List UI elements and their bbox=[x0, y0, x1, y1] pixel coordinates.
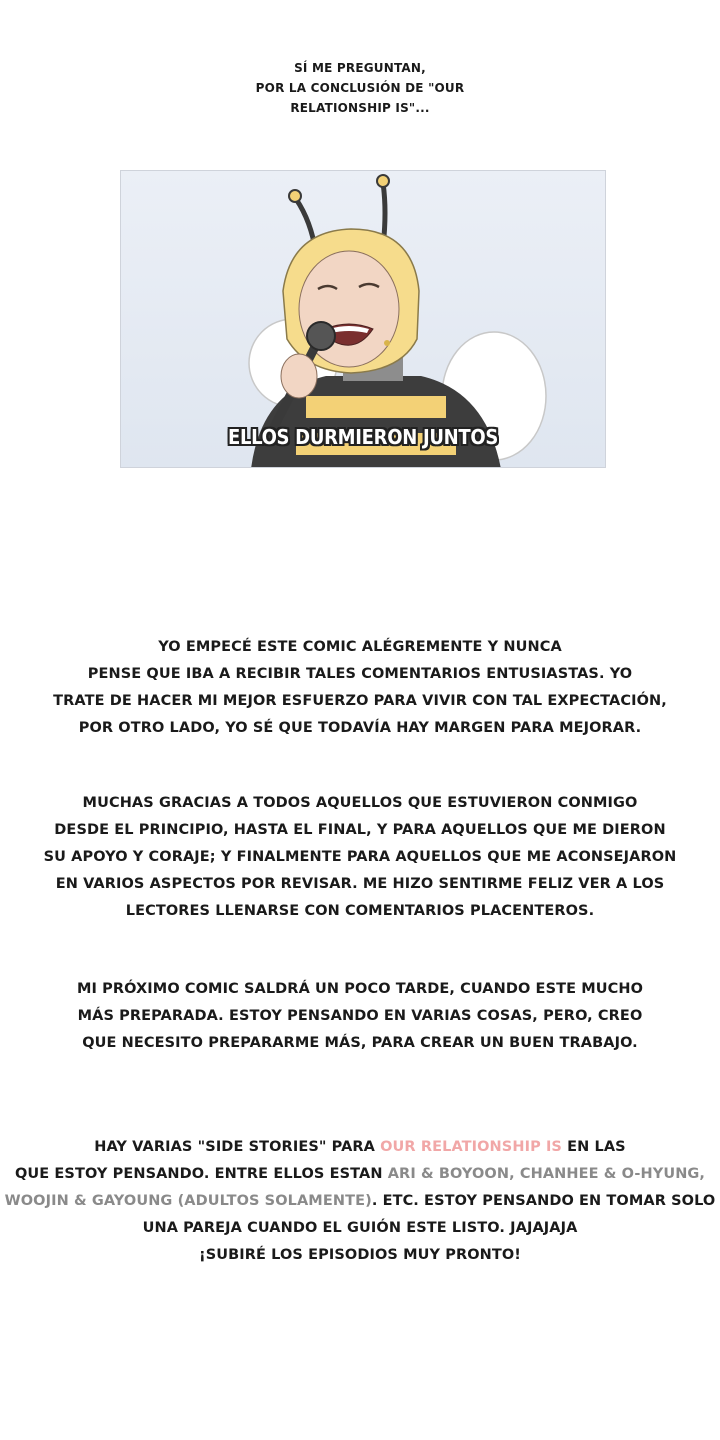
text-segment: . ETC. ESTOY PENSANDO EN TOMAR SOLO bbox=[371, 1193, 716, 1209]
body-stripe bbox=[306, 396, 446, 418]
series-title-highlight: OUR RELATIONSHIP IS bbox=[380, 1139, 562, 1155]
text-segment: QUE ESTOY PENSANDO. ENTRE ELLOS ESTAN bbox=[14, 1166, 388, 1182]
antenna-tip bbox=[377, 175, 389, 187]
paragraph-line bbox=[0, 1134, 720, 1161]
intro-line: POR LA CONCLUSIÓN DE "OUR bbox=[255, 81, 465, 95]
text-segment: HAY VARIAS "SIDE STORIES" PARA bbox=[94, 1139, 381, 1155]
hand bbox=[281, 354, 317, 398]
paragraph-line bbox=[0, 1188, 720, 1215]
antenna-tip bbox=[289, 190, 301, 202]
paragraph-side-stories bbox=[0, 1134, 720, 1269]
paragraph-line: UNA PAREJA CUANDO EL GUIÓN ESTE LISTO. JAJAJAJA bbox=[142, 1220, 578, 1236]
paragraph-line: MUCHAS GRACIAS A TODOS AQUELLOS QUE ESTUVIERON CONMIGO bbox=[82, 795, 638, 811]
paragraph-line: ¡SUBIRÉ LOS EPISODIOS MUY PRONTO! bbox=[198, 1247, 522, 1263]
paragraph-line: MÁS PREPARADA. ESTOY PENSANDO EN VARIAS COSAS, PERO, CREO bbox=[77, 1008, 643, 1024]
paragraph-line: DESDE EL PRINCIPIO, HASTA EL FINAL, Y PARA AQUELLOS QUE ME DIERON bbox=[54, 822, 666, 838]
couple-names-highlight: ARI & BOYOON, CHANHEE & O-HYUNG, bbox=[387, 1166, 706, 1182]
microphone-head bbox=[307, 322, 335, 350]
text-segment: EN LAS bbox=[561, 1139, 626, 1155]
panel-subtitle: ELLOS DURMIERON JUNTOS bbox=[227, 425, 499, 449]
paragraph-thanks bbox=[0, 790, 720, 925]
paragraph-line: EN VARIOS ASPECTOS POR REVISAR. ME HIZO SENTIRME FELIZ VER A LOS bbox=[55, 876, 665, 892]
intro-line: SÍ ME PREGUNTAN, bbox=[294, 61, 426, 75]
comic-panel bbox=[120, 170, 606, 468]
paragraph-line: QUE NECESITO PREPARARME MÁS, PARA CREAR UN BUEN TRABAJO. bbox=[82, 1035, 638, 1051]
paragraph-line: SU APOYO Y CORAJE; Y FINALMENTE PARA AQUELLOS QUE ME ACONSEJARON bbox=[43, 849, 677, 865]
paragraph-line bbox=[0, 1161, 720, 1188]
intro-text bbox=[0, 58, 720, 118]
paragraph-next-comic bbox=[0, 976, 720, 1057]
bee-singer-illustration bbox=[121, 171, 606, 468]
couple-names-highlight: WOOJIN & GAYOUNG (ADULTOS SOLAMENTE) bbox=[4, 1193, 372, 1209]
paragraph-line: YO EMPECÉ ESTE COMIC ALÉGREMENTE Y NUNCA bbox=[158, 639, 562, 655]
paragraph-line: POR OTRO LADO, YO SÉ QUE TODAVÍA HAY MARGEN PARA MEJORAR. bbox=[78, 720, 642, 736]
earring bbox=[384, 340, 390, 346]
paragraph-gratitude-intro bbox=[0, 634, 720, 742]
paragraph-line: PENSE QUE IBA A RECIBIR TALES COMENTARIOS ENTUSIASTAS. YO bbox=[87, 666, 633, 682]
paragraph-line: TRATE DE HACER MI MEJOR ESFUERZO PARA VIVIR CON TAL EXPECTACIÓN, bbox=[53, 693, 667, 709]
paragraph-line: LECTORES LLENARSE CON COMENTARIOS PLACENTEROS. bbox=[125, 903, 595, 919]
paragraph-line: MI PRÓXIMO COMIC SALDRÁ UN POCO TARDE, CUANDO ESTE MUCHO bbox=[76, 981, 644, 997]
intro-line: RELATIONSHIP IS"... bbox=[290, 101, 430, 115]
